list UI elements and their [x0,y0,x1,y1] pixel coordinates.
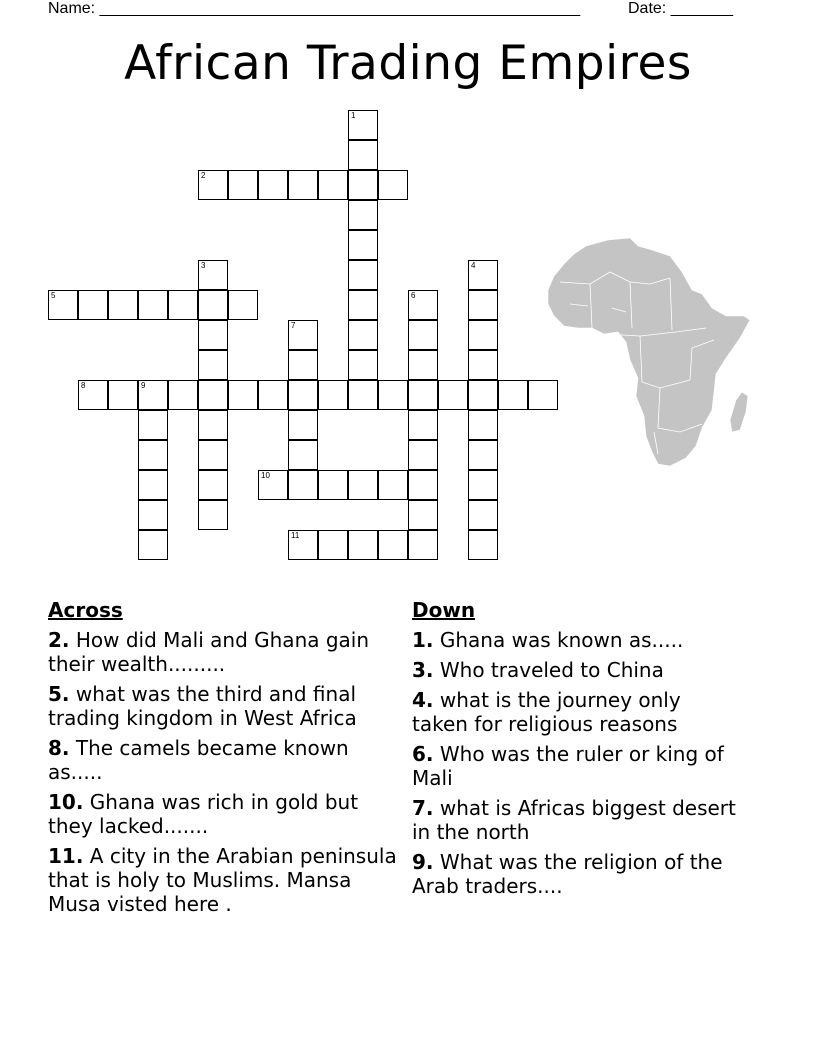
clue-item [48,736,408,784]
crossword-cell[interactable] [468,350,498,380]
crossword-cell[interactable] [138,530,168,560]
crossword-cell[interactable] [138,380,168,410]
clue-item-number: 5. [48,682,70,706]
crossword-cell[interactable] [198,470,228,500]
crossword-cell[interactable] [468,500,498,530]
crossword-cell[interactable] [288,440,318,470]
crossword-cell[interactable] [408,290,438,320]
crossword-cell[interactable] [48,290,78,320]
crossword-cell[interactable] [348,170,378,200]
crossword-cell[interactable] [318,380,348,410]
clue-item [48,628,408,676]
clue-item-number: 8. [48,736,70,760]
crossword-cell[interactable] [288,530,318,560]
crossword-cell[interactable] [408,410,438,440]
clue-item [412,796,742,844]
clue-item-number: 4. [412,688,434,712]
clue-item-text: Ghana was known as..... [433,628,684,652]
crossword-cell[interactable] [198,350,228,380]
crossword-cell[interactable] [198,380,228,410]
crossword-cell[interactable] [408,350,438,380]
crossword-cell[interactable] [408,320,438,350]
clue-item-number: 11. [48,844,84,868]
crossword-cell[interactable] [288,170,318,200]
crossword-cell[interactable] [198,260,228,290]
crossword-cell[interactable] [198,410,228,440]
crossword-cell[interactable] [468,290,498,320]
africa-map-image [530,232,770,472]
clue-item-number: 1. [412,628,434,652]
crossword-cell[interactable] [468,380,498,410]
crossword-cell[interactable] [258,380,288,410]
clue-item-text: The camels became known as..... [48,736,349,784]
clue-number: 8 [81,381,86,390]
clue-number: 9 [141,381,146,390]
name-field[interactable]: Name: ______________________________________________________ [48,0,581,17]
clue-item [412,658,742,682]
crossword-cell[interactable] [138,290,168,320]
crossword-cell[interactable] [168,380,198,410]
crossword-cell[interactable] [468,320,498,350]
crossword-cell[interactable] [288,380,318,410]
crossword-cell[interactable] [348,230,378,260]
crossword-cell[interactable] [468,530,498,560]
clue-item-text: Who traveled to China [433,658,664,682]
crossword-cell[interactable] [318,470,348,500]
crossword-cell[interactable] [318,170,348,200]
crossword-cell[interactable] [348,530,378,560]
across-clues [48,598,408,922]
crossword-cell[interactable] [318,530,348,560]
clue-item [48,790,408,838]
down-clues [412,598,742,904]
crossword-cell[interactable] [168,290,198,320]
crossword-cell[interactable] [378,170,408,200]
crossword-cell[interactable] [198,290,228,320]
crossword-cell[interactable] [138,410,168,440]
crossword-cell[interactable] [288,410,318,440]
clue-item-text: Ghana was rich in gold but they lacked....... [48,790,359,838]
crossword-cell[interactable] [348,110,378,140]
clue-number: 4 [471,261,476,270]
crossword-cell[interactable] [408,440,438,470]
crossword-cell[interactable] [228,290,258,320]
crossword-cell[interactable] [198,170,228,200]
clue-number: 5 [51,291,56,300]
crossword-cell[interactable] [408,380,438,410]
clue-item [48,844,408,916]
africa-continent-shape [548,238,750,466]
clue-item-number: 9. [412,850,434,874]
clue-item-text: what is Africas biggest desert in the north [412,796,736,844]
crossword-cell[interactable] [138,500,168,530]
clue-item-number: 3. [412,658,434,682]
clue-number: 7 [291,321,296,330]
crossword-cell[interactable] [258,170,288,200]
across-heading: Across [48,598,123,622]
down-heading: Down [412,598,476,622]
clue-item-text: A city in the Arabian peninsula that is holy to Muslims. Mansa Musa visted here . [48,844,397,916]
page-title: African Trading Empires [124,36,692,91]
crossword-cell[interactable] [348,320,378,350]
clue-item-number: 7. [412,796,434,820]
crossword-cell[interactable] [108,380,138,410]
crossword-cell[interactable] [408,500,438,530]
crossword-cell[interactable] [348,140,378,170]
clue-item [412,628,742,652]
clue-item [412,688,742,736]
crossword-cell[interactable] [108,290,138,320]
clue-item-number: 10. [48,790,84,814]
crossword-cell[interactable] [228,170,258,200]
crossword-cell[interactable] [288,470,318,500]
crossword-cell[interactable] [288,320,318,350]
crossword-cell[interactable] [408,530,438,560]
clue-item-number: 6. [412,742,434,766]
crossword-cell[interactable] [348,470,378,500]
crossword-cell[interactable] [78,380,108,410]
crossword-cell[interactable] [498,380,528,410]
clue-number: 3 [201,261,206,270]
clue-number: 11 [291,531,300,540]
crossword-cell[interactable] [78,290,108,320]
crossword-cell[interactable] [288,350,318,380]
crossword-grid [48,110,528,560]
crossword-cell[interactable] [348,260,378,290]
crossword-cell[interactable] [258,470,288,500]
crossword-cell[interactable] [378,380,408,410]
madagascar-shape [730,392,748,432]
crossword-cell[interactable] [468,260,498,290]
crossword-cell[interactable] [138,440,168,470]
crossword-cell[interactable] [138,470,168,500]
clue-number: 6 [411,291,416,300]
crossword-cell[interactable] [468,470,498,500]
clue-item-number: 2. [48,628,70,652]
clue-item-text: Who was the ruler or king of Mali [412,742,724,790]
clue-number: 10 [261,471,270,480]
crossword-cell[interactable] [198,500,228,530]
clue-item [412,742,742,790]
crossword-cell[interactable] [468,440,498,470]
crossword-cell[interactable] [378,530,408,560]
crossword-cell[interactable] [198,320,228,350]
crossword-cell[interactable] [228,380,258,410]
clue-item-text: what is the journey only taken for religious reasons [412,688,681,736]
crossword-cell[interactable] [348,380,378,410]
clue-item [48,682,408,730]
crossword-cell[interactable] [198,440,228,470]
crossword-cell[interactable] [348,200,378,230]
crossword-cell[interactable] [348,350,378,380]
clue-number: 1 [351,111,356,120]
date-field[interactable]: Date: _______ [628,0,733,17]
clue-item-text: What was the religion of the Arab traders.... [412,850,723,898]
crossword-cell[interactable] [408,470,438,500]
crossword-cell[interactable] [438,380,468,410]
clue-item-text: How did Mali and Ghana gain their wealth......... [48,628,370,676]
crossword-cell[interactable] [378,470,408,500]
clue-item-text: what was the third and final trading kingdom in West Africa [48,682,357,730]
clue-number: 2 [201,171,206,180]
clue-item [412,850,742,898]
crossword-cell[interactable] [348,290,378,320]
crossword-cell[interactable] [468,410,498,440]
